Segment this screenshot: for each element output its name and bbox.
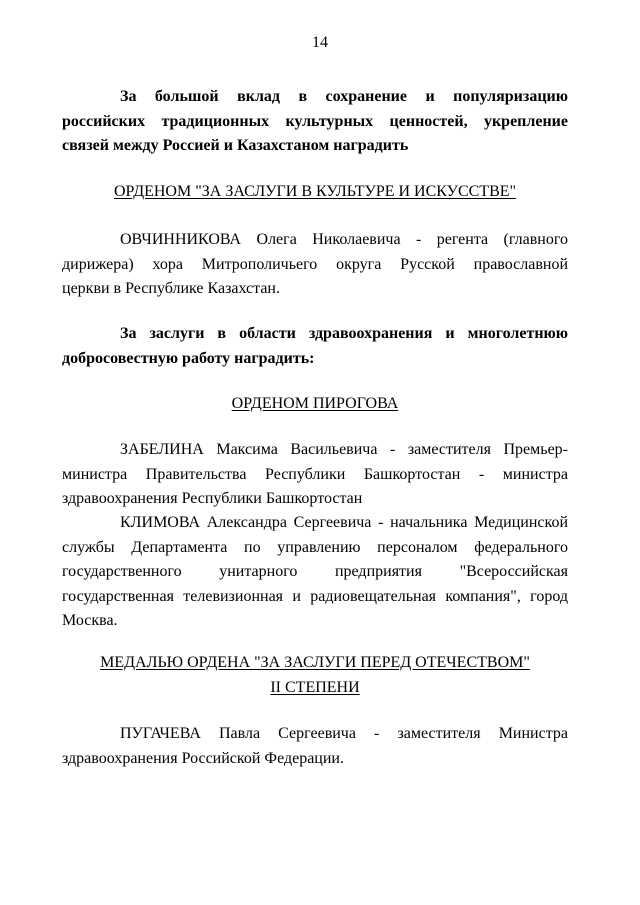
- recipient-line: ЗАБЕЛИНА Максима Васильевича - заместителя Премьер-: [120, 441, 568, 458]
- recipient-line: церкви в Республике Казахстан.: [62, 280, 280, 297]
- section1-intro-line: За большой вклад в сохранение и популяризацию: [120, 88, 568, 105]
- section1-intro-line: связей между Россией и Казахстаном наградить: [62, 137, 409, 154]
- section1-intro: [62, 85, 568, 159]
- section2-award-text: ОРДЕНОМ ПИРОГОВА: [231, 395, 399, 412]
- recipient-line: КЛИМОВА Александра Сергеевича - начальника Медицинской: [120, 514, 568, 531]
- recipient-line: службы Департамента по управлению персоналом федерального: [62, 538, 568, 556]
- recipient-line: ОВЧИННИКОВА Олега Николаевича - регента (главного: [120, 231, 568, 248]
- section3-award-text: МЕДАЛЬЮ ОРДЕНА "ЗА ЗАСЛУГИ ПЕРЕД ОТЕЧЕСТВОМ": [100, 654, 530, 671]
- recipient-line: государственная телевизионная и радиовещательная компания", город: [62, 587, 568, 605]
- section1-intro-line: российских традиционных культурных ценностей, укрепление: [62, 112, 568, 130]
- recipient-line: здравоохранения Российской Федерации.: [62, 749, 344, 767]
- recipient-line: Москва.: [62, 612, 118, 629]
- page-number: 14: [312, 34, 328, 51]
- section2-recipient-1: [62, 438, 568, 512]
- section3-recipient: [62, 722, 568, 771]
- section2-recipient-2: [62, 511, 568, 634]
- section2-intro: [62, 322, 568, 371]
- section2-intro-line: За заслуги в области здравоохранения и многолетнюю: [120, 325, 568, 342]
- section1-award-text: ОРДЕНОМ "ЗА ЗАСЛУГИ В КУЛЬТУРЕ И ИСКУССТВЕ": [113, 183, 517, 200]
- section3-award-degree: II СТЕПЕНИ: [270, 678, 360, 696]
- section1-award-title: [62, 180, 568, 205]
- recipient-line: министра Правительства Республики Башкортостан - министра: [62, 465, 568, 483]
- section1-recipient: [62, 228, 568, 302]
- recipient-line: дирижера) хора Митрополичьего округа Русской православной: [62, 255, 568, 273]
- recipient-line: государственного унитарного предприятия "Всероссийская: [62, 563, 568, 580]
- recipient-line: здравоохранения Республики Башкортостан: [62, 490, 363, 507]
- section2-award-title: [62, 392, 568, 417]
- section2-intro-line: добросовестную работу наградить:: [62, 349, 315, 367]
- recipient-line: ПУГАЧЕВА Павла Сергеевича - заместителя Министра: [120, 725, 568, 742]
- section3-award-title: [62, 651, 568, 700]
